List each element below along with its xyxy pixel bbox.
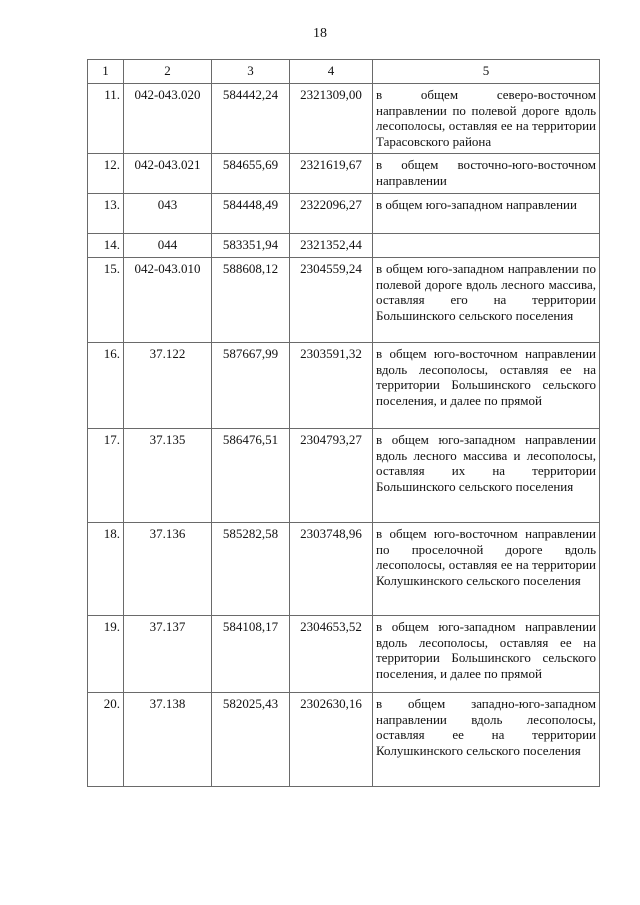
direction-description-cell: в общем северо-восточном направлении по полевой дороге вдоль лесополосы, оставляя ее на территории Тарасовского района — [373, 84, 600, 154]
direction-description-cell: в общем юго-западном направлении вдоль лесного массива и лесополосы, оставляя их на территории Большинского сельского поселения — [373, 429, 600, 523]
boundary-points-table — [87, 59, 600, 787]
page-number: 18 — [313, 26, 327, 41]
x-coordinate-cell: 584655,69 — [212, 154, 290, 194]
point-id-cell: 37.122 — [124, 343, 212, 429]
point-id-cell: 043 — [124, 194, 212, 234]
y-coordinate-cell: 2304793,27 — [290, 429, 373, 523]
point-id-cell: 37.138 — [124, 693, 212, 787]
row-number-cell: 13. — [88, 194, 124, 234]
row-number-cell: 15. — [88, 258, 124, 343]
row-number-cell: 18. — [88, 523, 124, 616]
header-cell-4: 4 — [290, 60, 373, 84]
header-cell-3: 3 — [212, 60, 290, 84]
table-row — [88, 258, 600, 343]
x-coordinate-cell: 584448,49 — [212, 194, 290, 234]
direction-description-cell: в общем восточно-юго-восточном направлении — [373, 154, 600, 194]
table-row — [88, 523, 600, 616]
table-row — [88, 429, 600, 523]
y-coordinate-cell: 2303748,96 — [290, 523, 373, 616]
direction-description-cell — [373, 234, 600, 258]
table-row — [88, 154, 600, 194]
y-coordinate-cell: 2303591,32 — [290, 343, 373, 429]
x-coordinate-cell: 586476,51 — [212, 429, 290, 523]
row-number-cell: 20. — [88, 693, 124, 787]
y-coordinate-cell: 2304559,24 — [290, 258, 373, 343]
header-cell-2: 2 — [124, 60, 212, 84]
x-coordinate-cell: 583351,94 — [212, 234, 290, 258]
point-id-cell: 37.135 — [124, 429, 212, 523]
point-id-cell: 042-043.020 — [124, 84, 212, 154]
table-row — [88, 616, 600, 693]
x-coordinate-cell: 584108,17 — [212, 616, 290, 693]
direction-description-cell: в общем западно-юго-западном направлении вдоль лесополосы, оставляя ее на территории Колушкинского сельского поселения — [373, 693, 600, 787]
y-coordinate-cell: 2321309,00 — [290, 84, 373, 154]
header-cell-1: 1 — [88, 60, 124, 84]
direction-description-cell: в общем юго-западном направлении по полевой дороге вдоль лесного массива, оставляя его на территории Большинского сельского поселения — [373, 258, 600, 343]
direction-description-cell: в общем юго-западном направлении — [373, 194, 600, 234]
table-header-row — [88, 60, 600, 84]
y-coordinate-cell: 2321352,44 — [290, 234, 373, 258]
header-cell-5: 5 — [373, 60, 600, 84]
row-number-cell: 19. — [88, 616, 124, 693]
direction-description-cell: в общем юго-западном направлении вдоль лесополосы, оставляя ее на территории Большинского сельского поселения, и далее по прямой — [373, 616, 600, 693]
x-coordinate-cell: 582025,43 — [212, 693, 290, 787]
table-row — [88, 84, 600, 154]
point-id-cell: 37.136 — [124, 523, 212, 616]
row-number-cell: 14. — [88, 234, 124, 258]
point-id-cell: 042-043.010 — [124, 258, 212, 343]
table-row — [88, 194, 600, 234]
row-number-cell: 16. — [88, 343, 124, 429]
direction-description-cell: в общем юго-восточном направлении вдоль лесополосы, оставляя ее на территории Большинского сельского поселения, и далее по прямой — [373, 343, 600, 429]
x-coordinate-cell: 584442,24 — [212, 84, 290, 154]
y-coordinate-cell: 2321619,67 — [290, 154, 373, 194]
row-number-cell: 17. — [88, 429, 124, 523]
x-coordinate-cell: 587667,99 — [212, 343, 290, 429]
point-id-cell: 044 — [124, 234, 212, 258]
table-row — [88, 693, 600, 787]
table-row — [88, 234, 600, 258]
point-id-cell: 042-043.021 — [124, 154, 212, 194]
row-number-cell: 12. — [88, 154, 124, 194]
y-coordinate-cell: 2302630,16 — [290, 693, 373, 787]
point-id-cell: 37.137 — [124, 616, 212, 693]
y-coordinate-cell: 2322096,27 — [290, 194, 373, 234]
row-number-cell: 11. — [88, 84, 124, 154]
table-row — [88, 343, 600, 429]
direction-description-cell: в общем юго-восточном направлении по проселочной дороге вдоль лесополосы, оставляя ее на территории Колушкинского сельского поселения — [373, 523, 600, 616]
y-coordinate-cell: 2304653,52 — [290, 616, 373, 693]
x-coordinate-cell: 585282,58 — [212, 523, 290, 616]
x-coordinate-cell: 588608,12 — [212, 258, 290, 343]
